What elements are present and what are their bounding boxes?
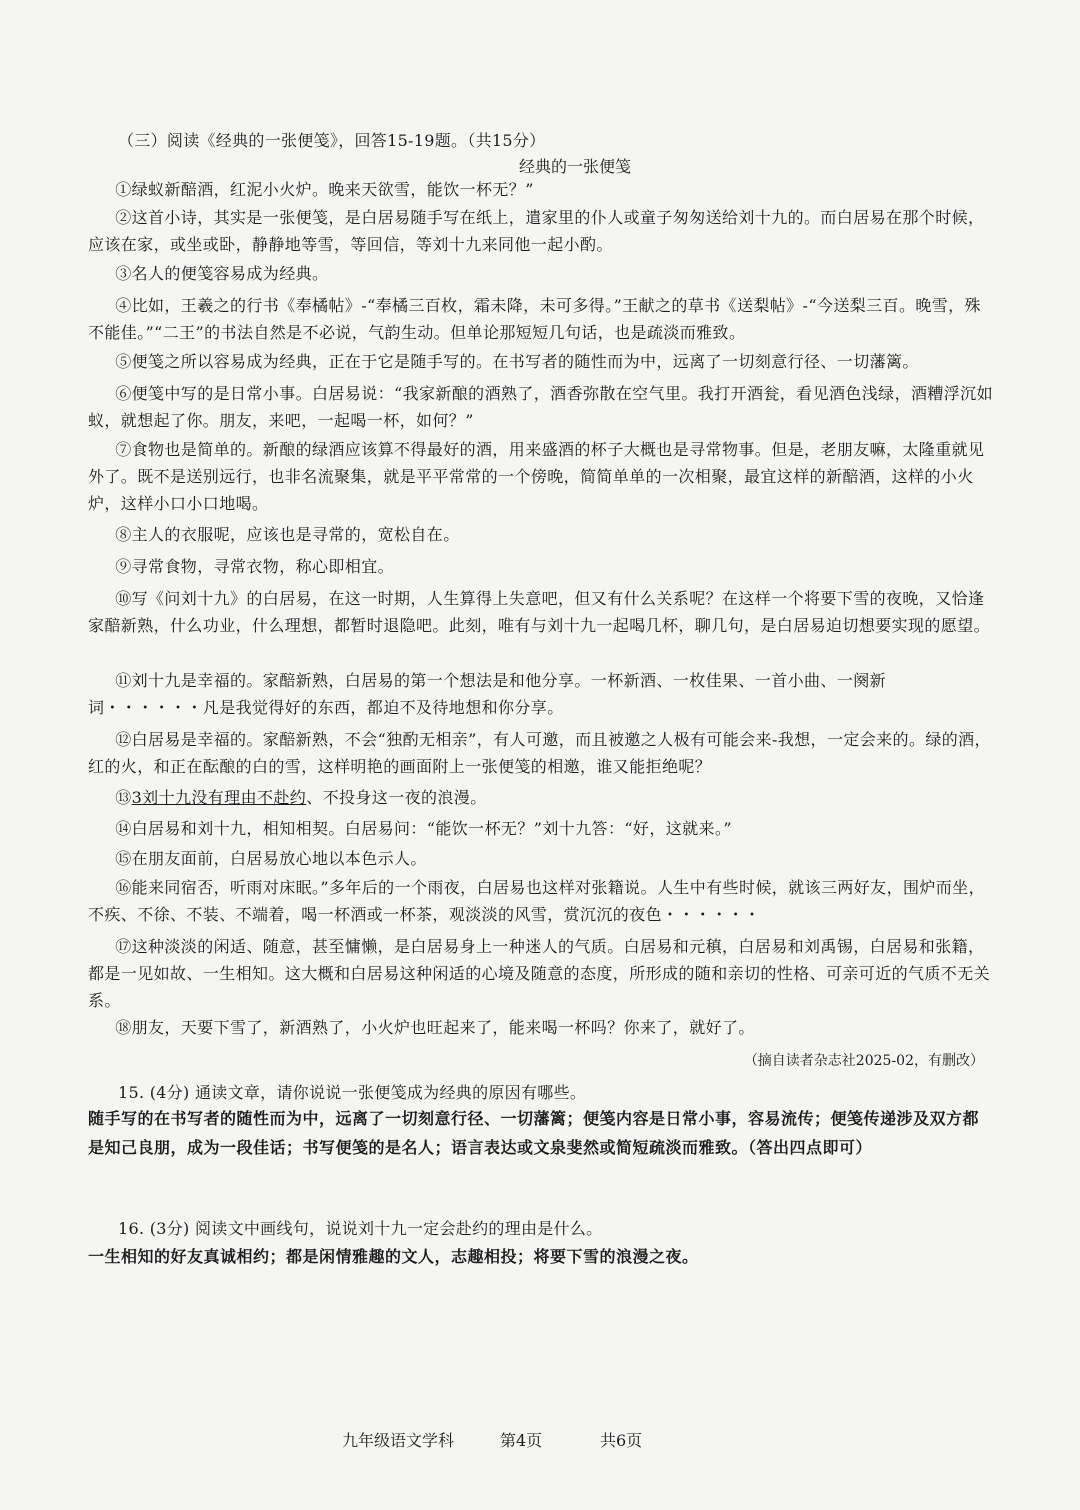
paragraph-12: ⑫白居易是幸福的。家醅新熟，不会“独酌无相亲”，有人可邀，而且被邀之人极有可能会来-我想，一定会来的。绿的酒，红的火，和正在酝酿的白的雪，这样明艳的画面附上一张便笺的相邀，谁又能拒绝呢？ (88, 730, 991, 776)
paragraph-8: ⑧主人的衣服呢，应该也是寻常的，宽松自在。 (115, 525, 460, 544)
source-citation: （摘自读者杂志社2025-02，有删改） (743, 1053, 984, 1069)
paragraph-17: ⑰这种淡淡的闲适、随意，甚至慵懒，是白居易身上一种迷人的气质。白居易和元稹，白居易和刘禹锡，白居易和张籍，都是一见如故、一生相知。这大概和白居易这种闲适的心境及随意的态度，所形成的随和亲切的性格、可亲可近的气质不无关系。 (88, 937, 991, 1010)
paragraph-13-number: ⑬ (115, 788, 132, 807)
question-16: 16. (3分) 阅读文中画线句，说说刘十九一定会赴约的理由是什么。 (118, 1219, 603, 1238)
footer-subject: 九年级语文学科 (342, 1431, 455, 1450)
answer-16: 一生相知的好友真诚相约；都是闲情雅趣的文人，志趣相投；将要下雪的浪漫之夜。 (88, 1247, 699, 1266)
paragraph-6: ⑥便笺中写的是日常小事。白居易说：“我家新酿的酒熟了，酒香弥散在空气里。我打开酒瓮，看见酒色浅绿，酒糟浮沉如蚁，就想起了你。朋友，来吧，一起喝一杯，如何？” (88, 384, 993, 430)
paragraph-18: ⑱朋友，天要下雪了，新酒熟了，小火炉也旺起来了，能来喝一杯吗？你来了，就好了。 (115, 1018, 755, 1037)
paragraph-11: ⑪刘十九是幸福的。家醅新熟，白居易的第一个想法是和他分享。一杯新酒、一枚佳果、一首小曲、一阕新词・・・・・・凡是我觉得好的东西，都迫不及待地想和你分享。 (88, 671, 886, 717)
paragraph-16: ⑯能来同宿否，听雨对床眠。”多年后的一个雨夜，白居易也这样对张籍说。人生中有些时候，就该三两好友，围炉而坐，不疾、不徐、不装、不端着，喝一杯酒或一杯茶，观淡淡的风雪，赏沉沉的夜色・・・・・・ (88, 878, 985, 924)
paragraph-3: ③名人的便笺容易成为经典。 (115, 264, 329, 283)
article-title: 经典的一张便笺 (518, 157, 631, 176)
footer-total-pages: 共6页 (600, 1431, 643, 1450)
paragraph-13-rest: 、不投身这一夜的浪漫。 (306, 788, 487, 807)
paragraph-2: ②这首小诗，其实是一张便笺，是白居易随手写在纸上，遣家里的仆人或童子匆匆送给刘十九的。而白居易在那个时候，应该在家，或坐或卧，静静地等雪，等回信，等刘十九来同他一起小酌。 (88, 208, 985, 254)
paragraph-4: ④比如，王羲之的行书《奉橘帖》-“奉橘三百枚，霜未降，未可多得。”王献之的草书《送梨帖》-“今送梨三百。晚雪，殊不能佳。”“二王”的书法自然是不必说，气韵生动。但单论那短短几句话，也是疏淡而雅致。 (88, 296, 981, 342)
paragraph-14: ⑭白居易和刘十九，相知相契。白居易问：“能饮一杯无？”刘十九答：“好，这就来。” (115, 819, 732, 838)
paragraph-5: ⑤便笺之所以容易成为经典，正在于它是随手写的。在书写者的随性而为中，远离了一切刻意行径、一切藩篱。 (115, 352, 919, 371)
paragraph-7: ⑦食物也是简单的。新酿的绿酒应该算不得最好的酒，用来盛酒的杯子大概也是寻常物事。但是，老朋友嘛，太隆重就见外了。既不是送别远行，也非名流聚集，就是平平常常的一个傍晚，简简单单的一次相聚，最宜这样的新醅酒，这样的小火炉，这样小口小口地喝。 (88, 440, 985, 513)
paragraph-13 (88, 784, 993, 811)
answer-15: 随手写的在书写者的随性而为中，远离了一切刻意行径、一切藩篱；便笺内容是日常小事，容易流传；便笺传递涉及双方都是知己良朋，成为一段佳话；书写便笺的是名人；语言表达或文泉斐然或简短疏淡而雅致。（答出四点即可） (88, 1109, 980, 1157)
section-heading: （三）阅读《经典的一张便笺》，回答15-19题。（共15分） (118, 131, 546, 150)
underlined-sentence: 3刘十九没有理由不赴约 (131, 788, 307, 807)
question-15: 15. (4分) 通读文章，请你说说一张便笺成为经典的原因有哪些。 (118, 1083, 587, 1102)
paragraph-1: ①绿蚁新醅酒，红泥小火炉。晚来天欲雪，能饮一杯无？” (115, 180, 534, 199)
paragraph-10: ⑩写《问刘十九》的白居易，在这一时期，人生算得上失意吧，但又有什么关系呢？在这样一个将要下雪的夜晚，又恰逢家醅新熟，什么功业，什么理想，都暂时退隐吧。此刻，唯有与刘十九一起喝几杯，聊几句，是白居易迫切想要实现的愿望。 (88, 589, 991, 635)
paragraph-9: ⑨寻常食物，寻常衣物，称心即相宜。 (115, 557, 394, 576)
paragraph-15: ⑮在朋友面前，白居易放心地以本色示人。 (115, 849, 427, 868)
footer-page-number: 第4页 (500, 1431, 543, 1450)
